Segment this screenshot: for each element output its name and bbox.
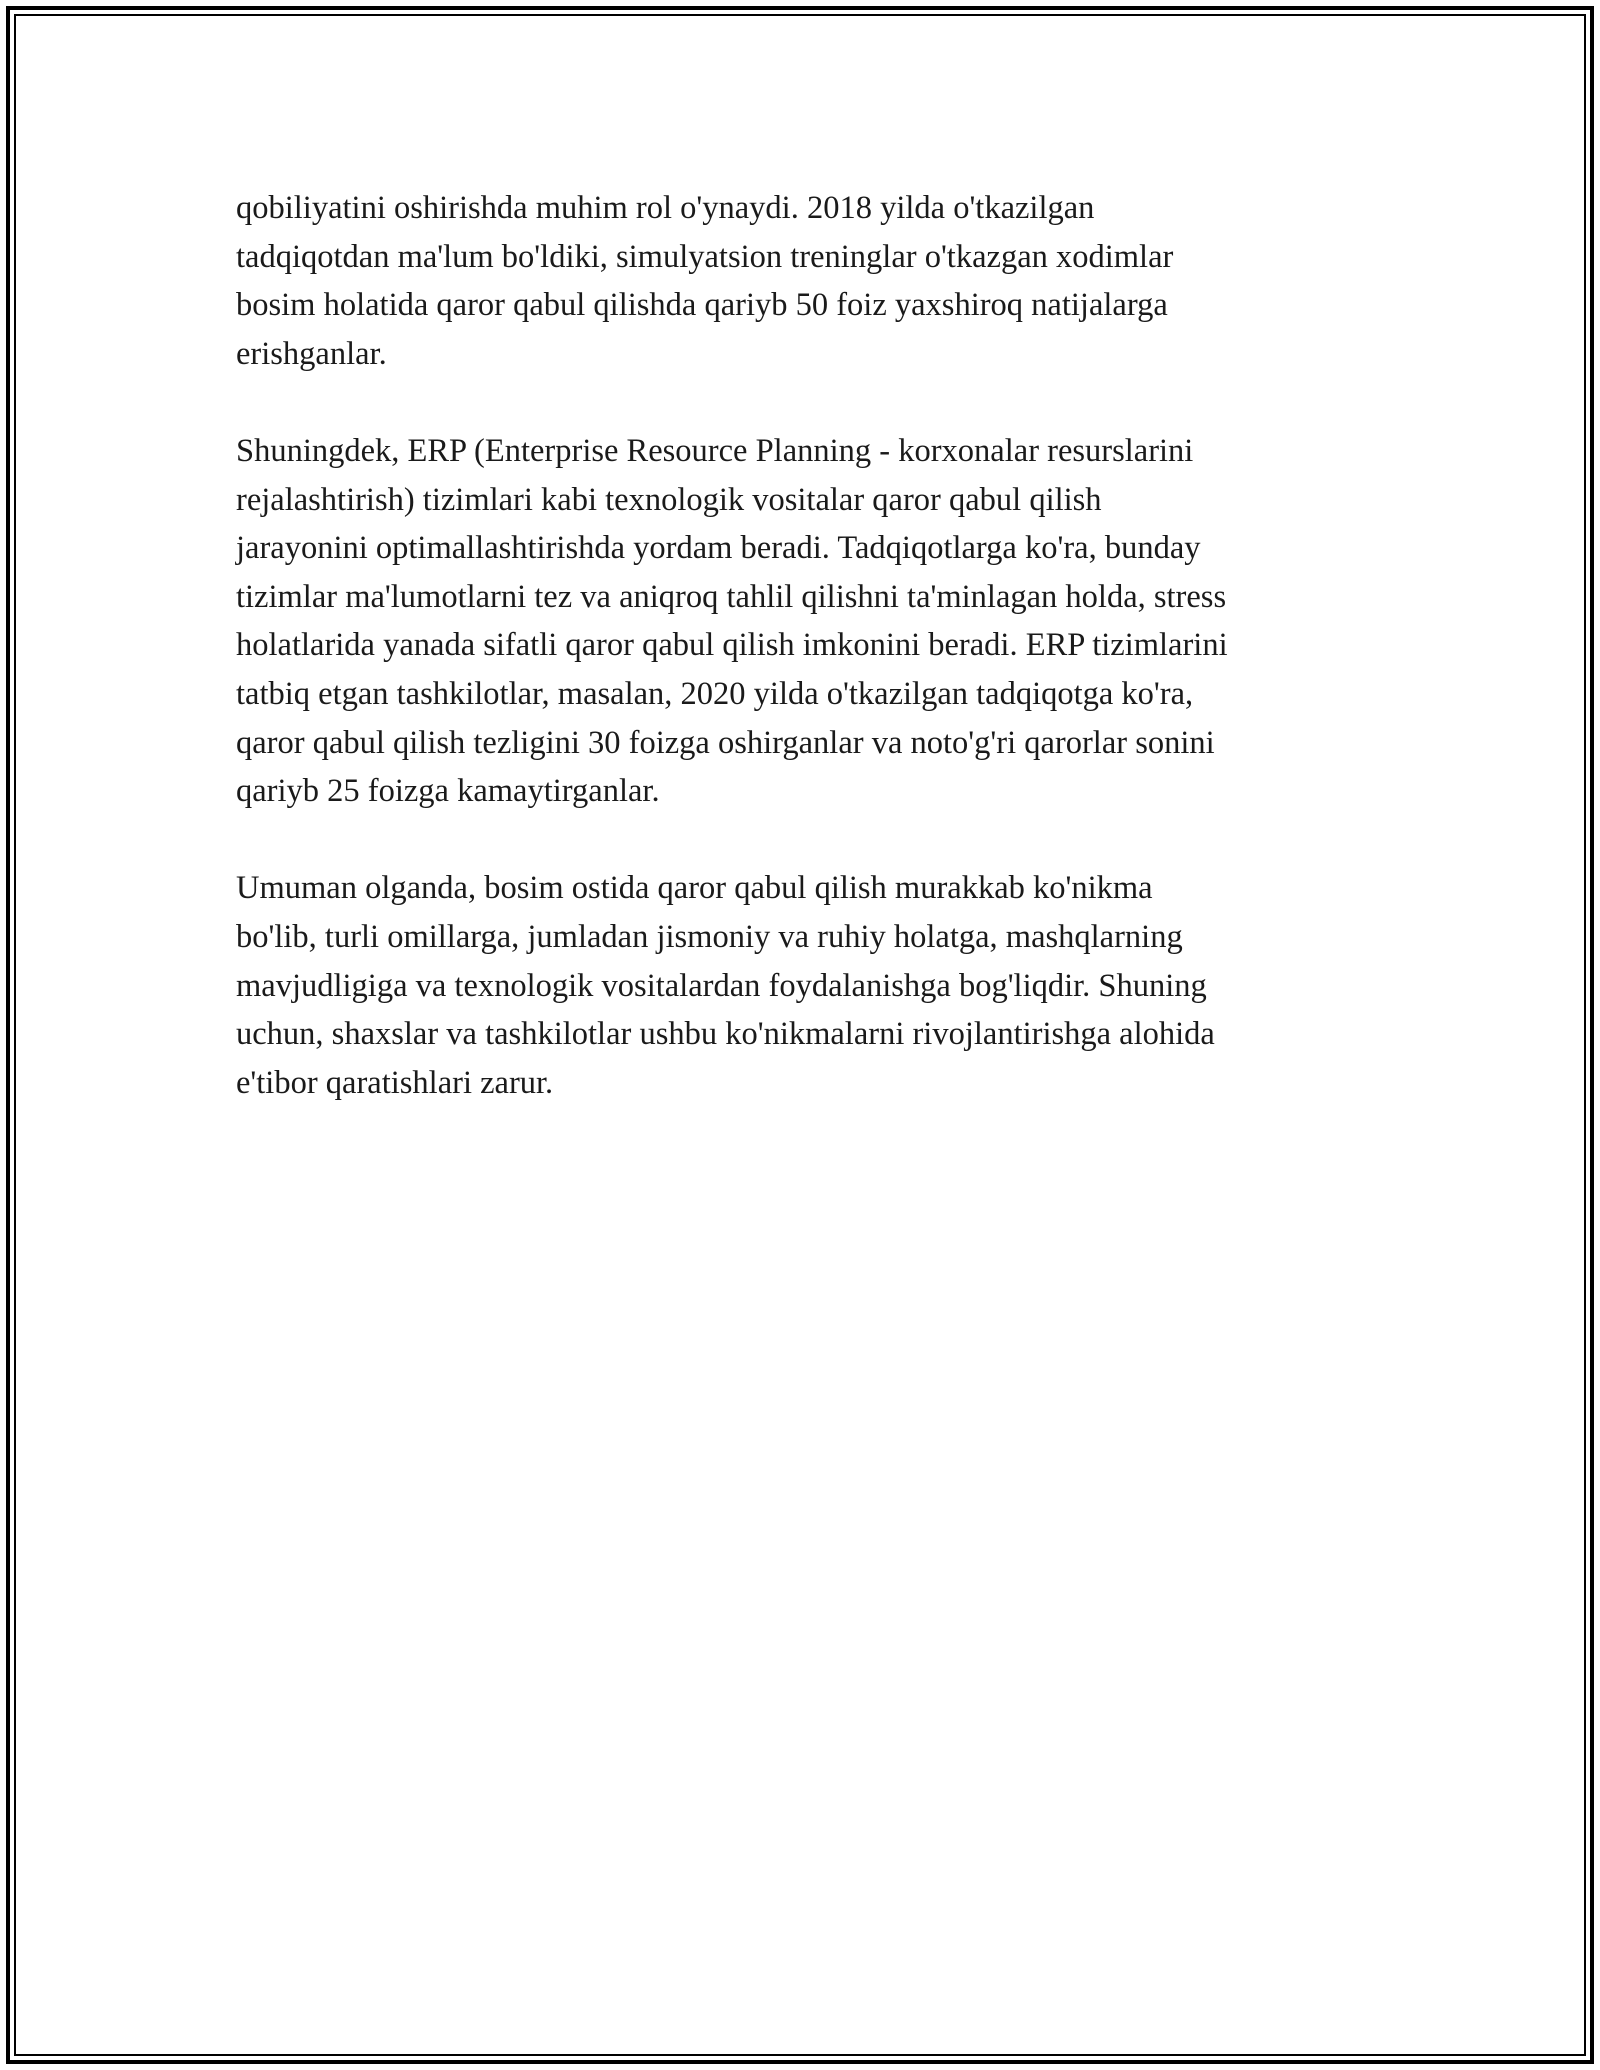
paragraph-2: Shuningdek, ERP (Enterprise Resource Planning - korxonalar resurslarini rejalashtirish) tizimlari kabi texnologik vositalar qaror qabul qilish jarayonini optimallashtirishda yordam beradi. Tadqiqotlarga ko'ra, bunday tizimlar ma'lumotlarni tez va aniqroq tahlil qilishni ta'minlagan holda, stress holatlarida yanada sifatli qaror qabul qilish imkonini beradi. ERP tizimlarini tatbiq etgan tashkilotlar, masalan, 2020 yilda o'tkazilgan tadqiqotga ko'ra, qaror qabul qilish tezligini 30 foizga oshirganlar va noto'g'ri qarorlar sonini qariyb 25 foizga kamaytirganlar. — [236, 432, 1228, 810]
document-body — [236, 184, 1366, 1156]
paragraph-1: qobiliyatini oshirishda muhim rol o'ynaydi. 2018 yilda o'tkazilgan tadqiqotdan ma'lum bo'ldiki, simulyatsion treninglar o'tkazgan xodimlar bosim holatida qaror qabul qilishda qariyb 50 foiz yaxshiroq natijalarga erishganlar. — [236, 190, 1174, 372]
paragraph-3: Umuman olganda, bosim ostida qaror qabul qilish murakkab ko'nikma bo'lib, turli omillarga, jumladan jismoniy va ruhiy holatga, mashqlarning mavjudligiga va texnologik vositalardan foydalanishga bog'liqdir. Shuning uchun, shaxslar va tashkilotlar ushbu ko'nikmalarni rivojlantirishga alohida e'tibor qaratishlari zarur. — [236, 870, 1215, 1101]
